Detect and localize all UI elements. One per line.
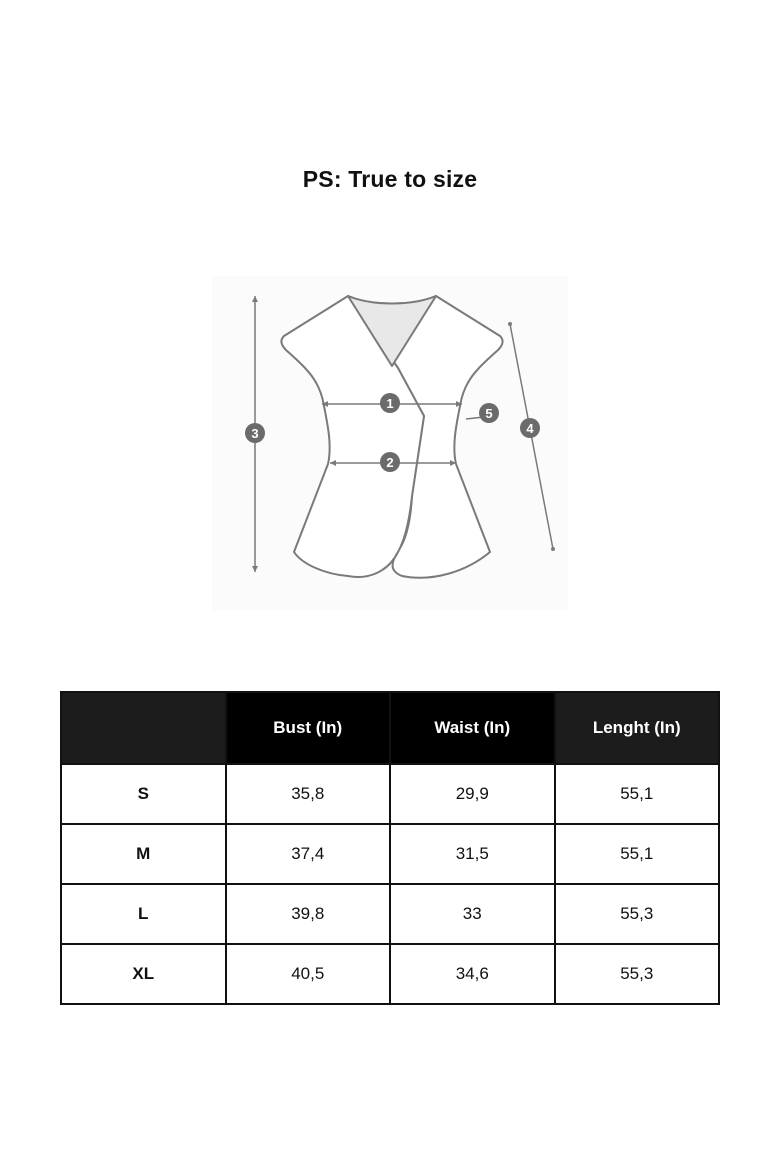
header-length: Lenght (In) [555, 692, 720, 764]
size-label: M [61, 824, 226, 884]
waist-value: 31,5 [390, 824, 555, 884]
page-title: PS: True to size [302, 166, 478, 192]
table-row [61, 944, 719, 1004]
length-value: 55,3 [555, 944, 720, 1004]
length-value: 55,1 [555, 764, 720, 824]
size-label: XL [61, 944, 226, 1004]
waist-value: 33 [390, 884, 555, 944]
table-row [61, 824, 719, 884]
svg-text:1: 1 [386, 396, 394, 411]
length-value: 55,3 [555, 884, 720, 944]
size-label: S [61, 764, 226, 824]
table-row [61, 764, 719, 824]
bust-value: 40,5 [226, 944, 391, 1004]
svg-text:5: 5 [485, 406, 493, 421]
header-bust: Bust (In) [226, 692, 391, 764]
bust-value: 39,8 [226, 884, 391, 944]
svg-text:2: 2 [386, 455, 394, 470]
header-corner [61, 692, 226, 764]
table-row [61, 884, 719, 944]
bust-value: 37,4 [226, 824, 391, 884]
marker-side-length [520, 418, 540, 438]
marker-waist [380, 452, 400, 472]
marker-shoulder [479, 403, 499, 423]
svg-text:4: 4 [526, 421, 534, 436]
size-label: L [61, 884, 226, 944]
marker-front-length [245, 423, 265, 443]
waist-value: 34,6 [390, 944, 555, 1004]
waist-value: 29,9 [390, 764, 555, 824]
header-waist: Waist (In) [390, 692, 555, 764]
marker-bust [380, 393, 400, 413]
garment-measurement-diagram [212, 276, 568, 610]
table-header-row [61, 692, 719, 764]
length-value: 55,1 [555, 824, 720, 884]
size-chart-table [60, 691, 720, 1005]
bust-value: 35,8 [226, 764, 391, 824]
svg-text:3: 3 [251, 426, 259, 441]
vest-illustration [212, 276, 568, 610]
